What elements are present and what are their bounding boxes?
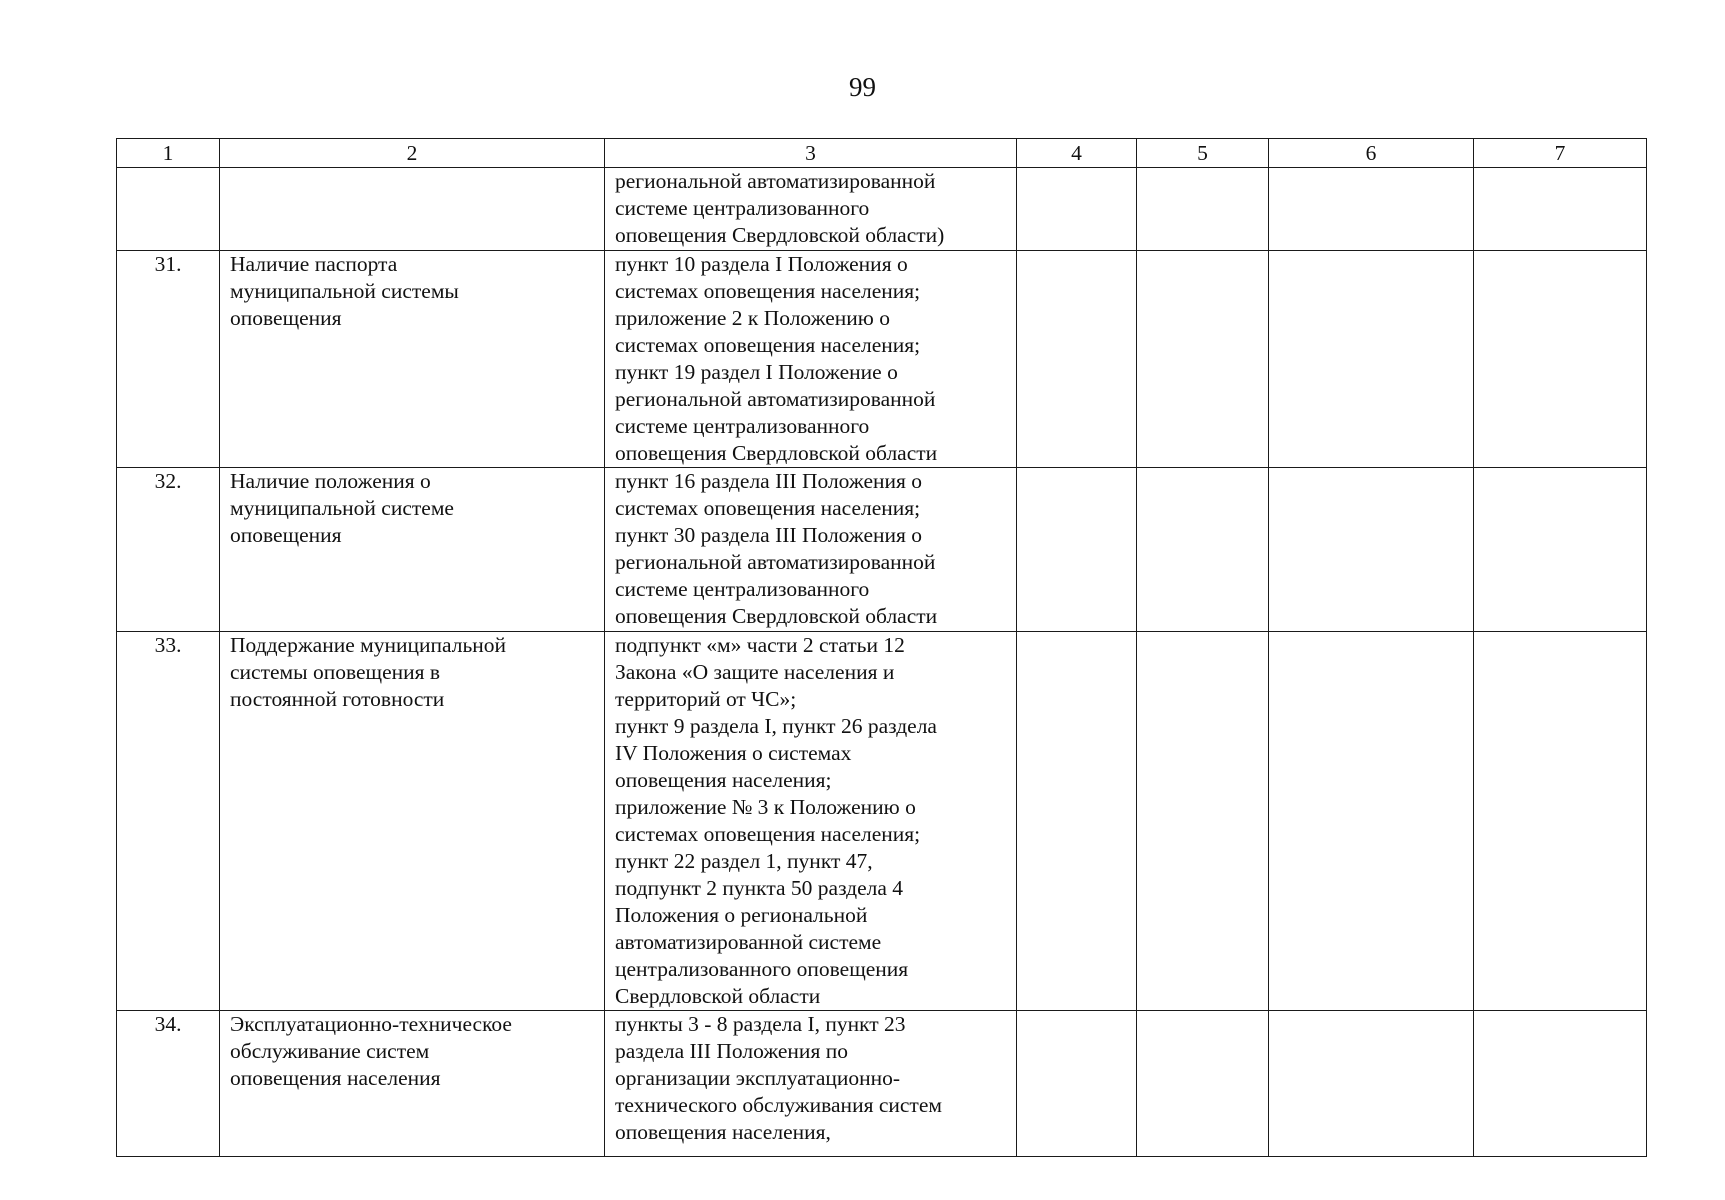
row-number	[117, 168, 220, 251]
table-row	[117, 251, 1647, 468]
cell-col-6	[1269, 168, 1474, 251]
header-col-1: 1	[117, 139, 220, 168]
cell-col-4	[1017, 168, 1137, 251]
row-number: 33.	[117, 632, 220, 1011]
cell-col-4	[1017, 251, 1137, 468]
header-col-6: 6	[1269, 139, 1474, 168]
row-number: 32.	[117, 468, 220, 632]
table-row	[117, 168, 1647, 251]
cell-col-7	[1474, 168, 1647, 251]
cell-col-6	[1269, 251, 1474, 468]
reference-cell: региональной автоматизированной системе централизованного оповещения Свердловской области)	[605, 168, 1017, 251]
table-body	[117, 168, 1647, 1157]
requirement-cell: Эксплуатационно-техническое обслуживание систем оповещения населения	[220, 1011, 605, 1157]
checklist-table	[116, 138, 1647, 1157]
header-col-2: 2	[220, 139, 605, 168]
requirement-cell: Поддержание муниципальной системы оповещения в постоянной готовности	[220, 632, 605, 1011]
cell-col-5	[1137, 1011, 1269, 1157]
table-row	[117, 1011, 1647, 1157]
table-row	[117, 632, 1647, 1011]
header-col-3: 3	[605, 139, 1017, 168]
page-number: 99	[849, 72, 876, 102]
header-col-4: 4	[1017, 139, 1137, 168]
cell-col-7	[1474, 251, 1647, 468]
table-header	[117, 139, 1647, 168]
header-col-7: 7	[1474, 139, 1647, 168]
reference-cell: пункты 3 - 8 раздела I, пункт 23 раздела III Положения по организации эксплуатационно- технического обслуживания систем оповещения населения,	[605, 1011, 1017, 1157]
cell-col-4	[1017, 468, 1137, 632]
reference-cell: подпункт «м» части 2 статьи 12 Закона «О защите населения и территорий от ЧС»; пункт 9 раздела I, пункт 26 раздела IV Положения о системах оповещения населения; приложение № 3 к Положению о системах оповещения населения; пункт 22 раздел 1, пункт 47, подпункт 2 пункта 50 раздела 4 Положения о региональной автоматизированной системе централизованного оповещения Свердловской области	[605, 632, 1017, 1011]
row-number: 31.	[117, 251, 220, 468]
cell-col-7	[1474, 1011, 1647, 1157]
header-row	[117, 139, 1647, 168]
cell-col-7	[1474, 468, 1647, 632]
cell-col-7	[1474, 632, 1647, 1011]
reference-cell: пункт 16 раздела III Положения о системах оповещения населения; пункт 30 раздела III Положения о региональной автоматизированной системе централизованного оповещения Свердловской области	[605, 468, 1017, 632]
header-col-5: 5	[1137, 139, 1269, 168]
cell-col-5	[1137, 468, 1269, 632]
requirement-cell	[220, 168, 605, 251]
cell-col-5	[1137, 632, 1269, 1011]
cell-col-4	[1017, 632, 1137, 1011]
table-row	[117, 468, 1647, 632]
cell-col-6	[1269, 632, 1474, 1011]
requirement-cell: Наличие паспорта муниципальной системы оповещения	[220, 251, 605, 468]
cell-col-5	[1137, 251, 1269, 468]
row-number: 34.	[117, 1011, 220, 1157]
reference-cell: пункт 10 раздела I Положения о системах оповещения населения; приложение 2 к Положению о системах оповещения населения; пункт 19 раздел I Положение о региональной автоматизированной системе централизованного оповещения Свердловской области	[605, 251, 1017, 468]
cell-col-4	[1017, 1011, 1137, 1157]
cell-col-6	[1269, 1011, 1474, 1157]
cell-col-5	[1137, 168, 1269, 251]
requirement-cell: Наличие положения о муниципальной системе оповещения	[220, 468, 605, 632]
cell-col-6	[1269, 468, 1474, 632]
